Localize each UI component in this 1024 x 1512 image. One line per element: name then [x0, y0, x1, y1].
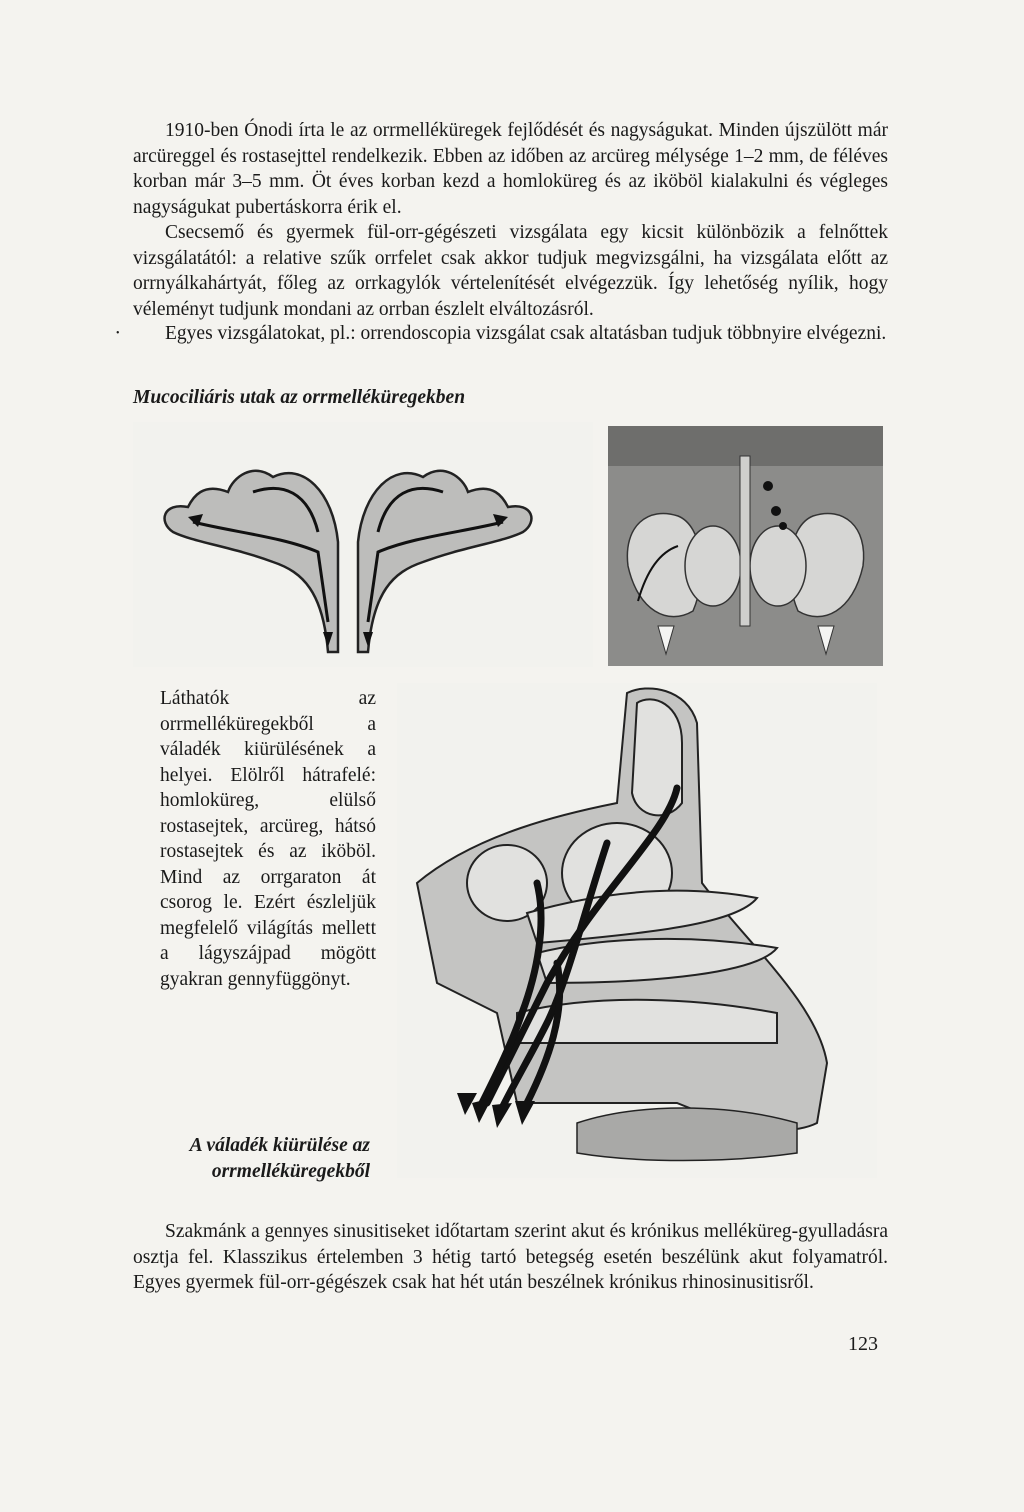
figure-sinus-cross-section	[133, 422, 593, 667]
figure-caption: A váladék kiürülése az orrmelléküregekből	[189, 1135, 370, 1182]
paragraph-intro: 1910-ben Ónodi írta le az orrmelléküregek fejlődését és nagyságukat. Minden újszülött már arcüreggel és rostasejttel rendelkezik. Ebben az időben az arcüreg mélysége 1–2 mm, de féléves korban már 3–5 mm. Öt éves korban kezd a homloküreg és az iköböl kialakulni és végleges nagyságukat pubertáskorra érik el.	[133, 120, 888, 218]
paragraph-sinusitis: Szakmánk a gennyes sinusitiseket időtartam szerint akut és krónikus melléküreg-gyulladásra osztja fel. Klasszikus értelemben 3 hétig tartó betegség esetén beszélünk akut folyamatról. Egyes gyermek fül-orr-gégészek csak hat hét után beszélnek krónikus rhinosinusitisről.	[133, 1221, 888, 1293]
side-caption: Láthatók az orrmelléküregekből a váladék kiürülésének a helyei. Elölről hátrafelé: homloküreg, elülső rostasejtek, arcüreg, hátsó rostasejtek és az iköböl. Mind az orrgaraton át csorog le. Ezért észleljük megfelelő világítás mellett a lágyszájpad mögött gyakran gennyfüggönyt.	[160, 688, 376, 990]
page-number: 123	[848, 1333, 878, 1355]
figure-sagittal-section	[397, 683, 877, 1178]
stray-mark: •	[116, 328, 120, 339]
section-heading: Mucociliáris utak az orrmelléküregekben	[133, 387, 466, 408]
paragraph-endoscopy: Egyes vizsgálatokat, pl.: orrendoscopia vizsgálat csak altatásban tudjuk többnyire elvégezni.	[165, 323, 887, 344]
paragraph-exam: Csecsemő és gyermek fül-orr-gégészeti vizsgálata egy kicsit különbözik a felnőttek vizsgálatától: a relative szűk orrfelet csak akkor tudjuk megvizsgálni, ha vizsgálata előtt az orrnyálkahártyát, főleg az orrkagylók vértelenítését elvégezzük. Így lehetőség nyílik, hogy véleményt tudjunk mondani az orrban észlelt elváltozásról.	[133, 222, 888, 320]
figure-coronal-section	[608, 426, 883, 666]
